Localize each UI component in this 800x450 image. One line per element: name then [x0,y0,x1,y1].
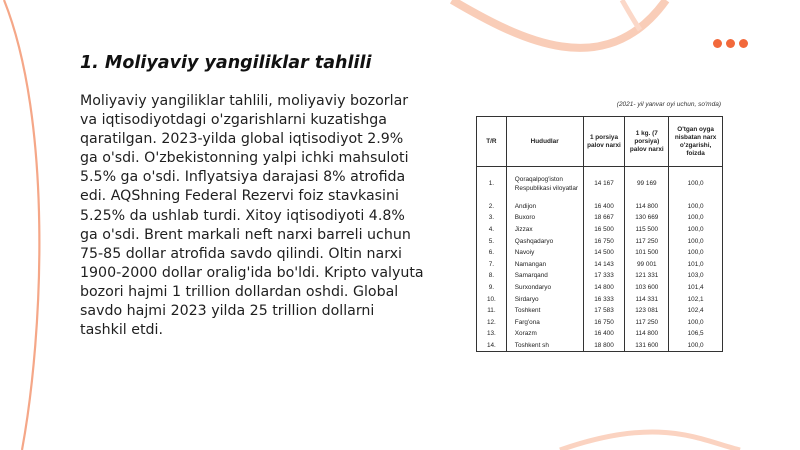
table-cell: 12. [477,316,507,328]
table-cell: 14. [477,340,507,352]
table-cell: 100,0 [669,167,723,201]
table-row [477,201,723,213]
header-cell: 1 porsiya palov narxi [583,117,625,167]
table-cell: 2. [477,201,507,213]
table-cell: 114 800 [625,201,669,213]
table-cell: 123 081 [625,305,669,317]
table-cell: 106,5 [669,328,723,340]
table-cell: Buxoro [506,212,583,224]
table-cell: 114 800 [625,328,669,340]
table-cell: 16 400 [583,328,625,340]
table-cell: 100,0 [669,316,723,328]
table-cell: Navoiy [506,247,583,259]
table-row [477,258,723,270]
accent-dots [713,39,748,48]
table-cell: Jizzax [506,224,583,236]
table-cell: 100,0 [669,340,723,352]
header-cell: Hududlar [506,117,583,167]
table-row [477,305,723,317]
header-cell: O'tgan oyga nisbatan narx o'zgarishi, foizda [669,117,723,167]
table-cell: 10. [477,293,507,305]
table-caption: (2021- yil yanvar oyi uchun, so'mda) [616,101,721,108]
table-row [477,167,723,201]
table-cell: Qoraqalpog'iston Respublikasi viloyatlar [506,167,583,201]
table-row [477,270,723,282]
table-cell: 16 750 [583,235,625,247]
table-row [477,235,723,247]
table-cell: 99 169 [625,167,669,201]
price-table [476,116,723,352]
table-cell: 17 333 [583,270,625,282]
table-cell: 100,0 [669,212,723,224]
table-cell: 130 669 [625,212,669,224]
table-cell: 8. [477,270,507,282]
table-cell: 18 800 [583,340,625,352]
table-cell: 121 331 [625,270,669,282]
table-cell: 115 500 [625,224,669,236]
slide-body-text: Moliyaviy yangiliklar tahlili, moliyaviy bozorlar va iqtisodiyotdagi o'zgarishlarni kuzatishga qaratilgan. 2023-yilda global iqtisodiyot 2.9% ga o'sdi. O'zbekistonning yalpi ichki mahsuloti 5.5% ga o'sdi. Inflyatsiya darajasi 8% atrofida edi. AQShning Federal Rezervi foiz stavkasini 5.25% da ushlab turdi. Xitoy iqtisodiyoti 4.8% ga o'sdi. Brent markali neft narxi barreli uchun 75-85 dollar atrofida savdo qilindi. Oltin narxi 1900-2000 dollar oralig'ida bo'ldi. Kripto valyuta bozori hajmi 1 trillion dollardan oshdi. Global savdo hajmi 2023 yilda 25 trillion dollarni tashkil etdi. [80,93,424,339]
table-cell: 117 250 [625,235,669,247]
table-cell: 99 001 [625,258,669,270]
accent-dot [713,39,722,48]
table-cell: 16 400 [583,201,625,213]
table-cell: 103,0 [669,270,723,282]
table-cell: 13. [477,328,507,340]
table-cell: 3. [477,212,507,224]
table-row [477,316,723,328]
table-row [477,328,723,340]
table-cell: 100,0 [669,235,723,247]
table-row [477,212,723,224]
table-cell: 17 583 [583,305,625,317]
table-row [477,224,723,236]
table-cell: Surxondaryo [506,282,583,294]
header-cell: T/R [477,117,507,167]
table-cell: 6. [477,247,507,259]
table-row [477,282,723,294]
table-row [477,340,723,352]
table-cell: 103 600 [625,282,669,294]
table-cell: 102,1 [669,293,723,305]
table-cell: 100,0 [669,247,723,259]
table-cell: 16 333 [583,293,625,305]
price-table-image [476,101,725,352]
table-cell: 131 600 [625,340,669,352]
header-cell: 1 kg. (7 porsiya) palov narxi [625,117,669,167]
table-cell: 14 143 [583,258,625,270]
table-cell: 9. [477,282,507,294]
table-cell: 101,0 [669,258,723,270]
table-cell: Andijon [506,201,583,213]
table-cell: 16 750 [583,316,625,328]
table-cell: 114 331 [625,293,669,305]
table-cell: 117 250 [625,316,669,328]
table-cell: Sirdaryo [506,293,583,305]
table-cell: Namangan [506,258,583,270]
table-cell: 100,0 [669,224,723,236]
table-cell: 101 500 [625,247,669,259]
accent-dot [726,39,735,48]
table-cell: Toshkent [506,305,583,317]
table-cell: 7. [477,258,507,270]
table-cell: 14 167 [583,167,625,201]
table-body [477,167,723,352]
table-cell: 100,0 [669,201,723,213]
table-cell: 1. [477,167,507,201]
table-cell: 4. [477,224,507,236]
table-cell: 101,4 [669,282,723,294]
table-cell: 5. [477,235,507,247]
table-row [477,247,723,259]
table-row [477,293,723,305]
table-cell: Qashqadaryo [506,235,583,247]
table-cell: Xorazm [506,328,583,340]
table-cell: Toshkent sh [506,340,583,352]
accent-dot [739,39,748,48]
table-cell: 14 500 [583,247,625,259]
table-header-row [477,117,723,167]
table-cell: Farg'ona [506,316,583,328]
table-cell: 102,4 [669,305,723,317]
table-cell: 14 800 [583,282,625,294]
table-cell: Samarqand [506,270,583,282]
table-cell: 18 667 [583,212,625,224]
table-cell: 16 500 [583,224,625,236]
table-cell: 11. [477,305,507,317]
slide-title: 1. Moliyaviy yangiliklar tahlili [80,53,372,73]
